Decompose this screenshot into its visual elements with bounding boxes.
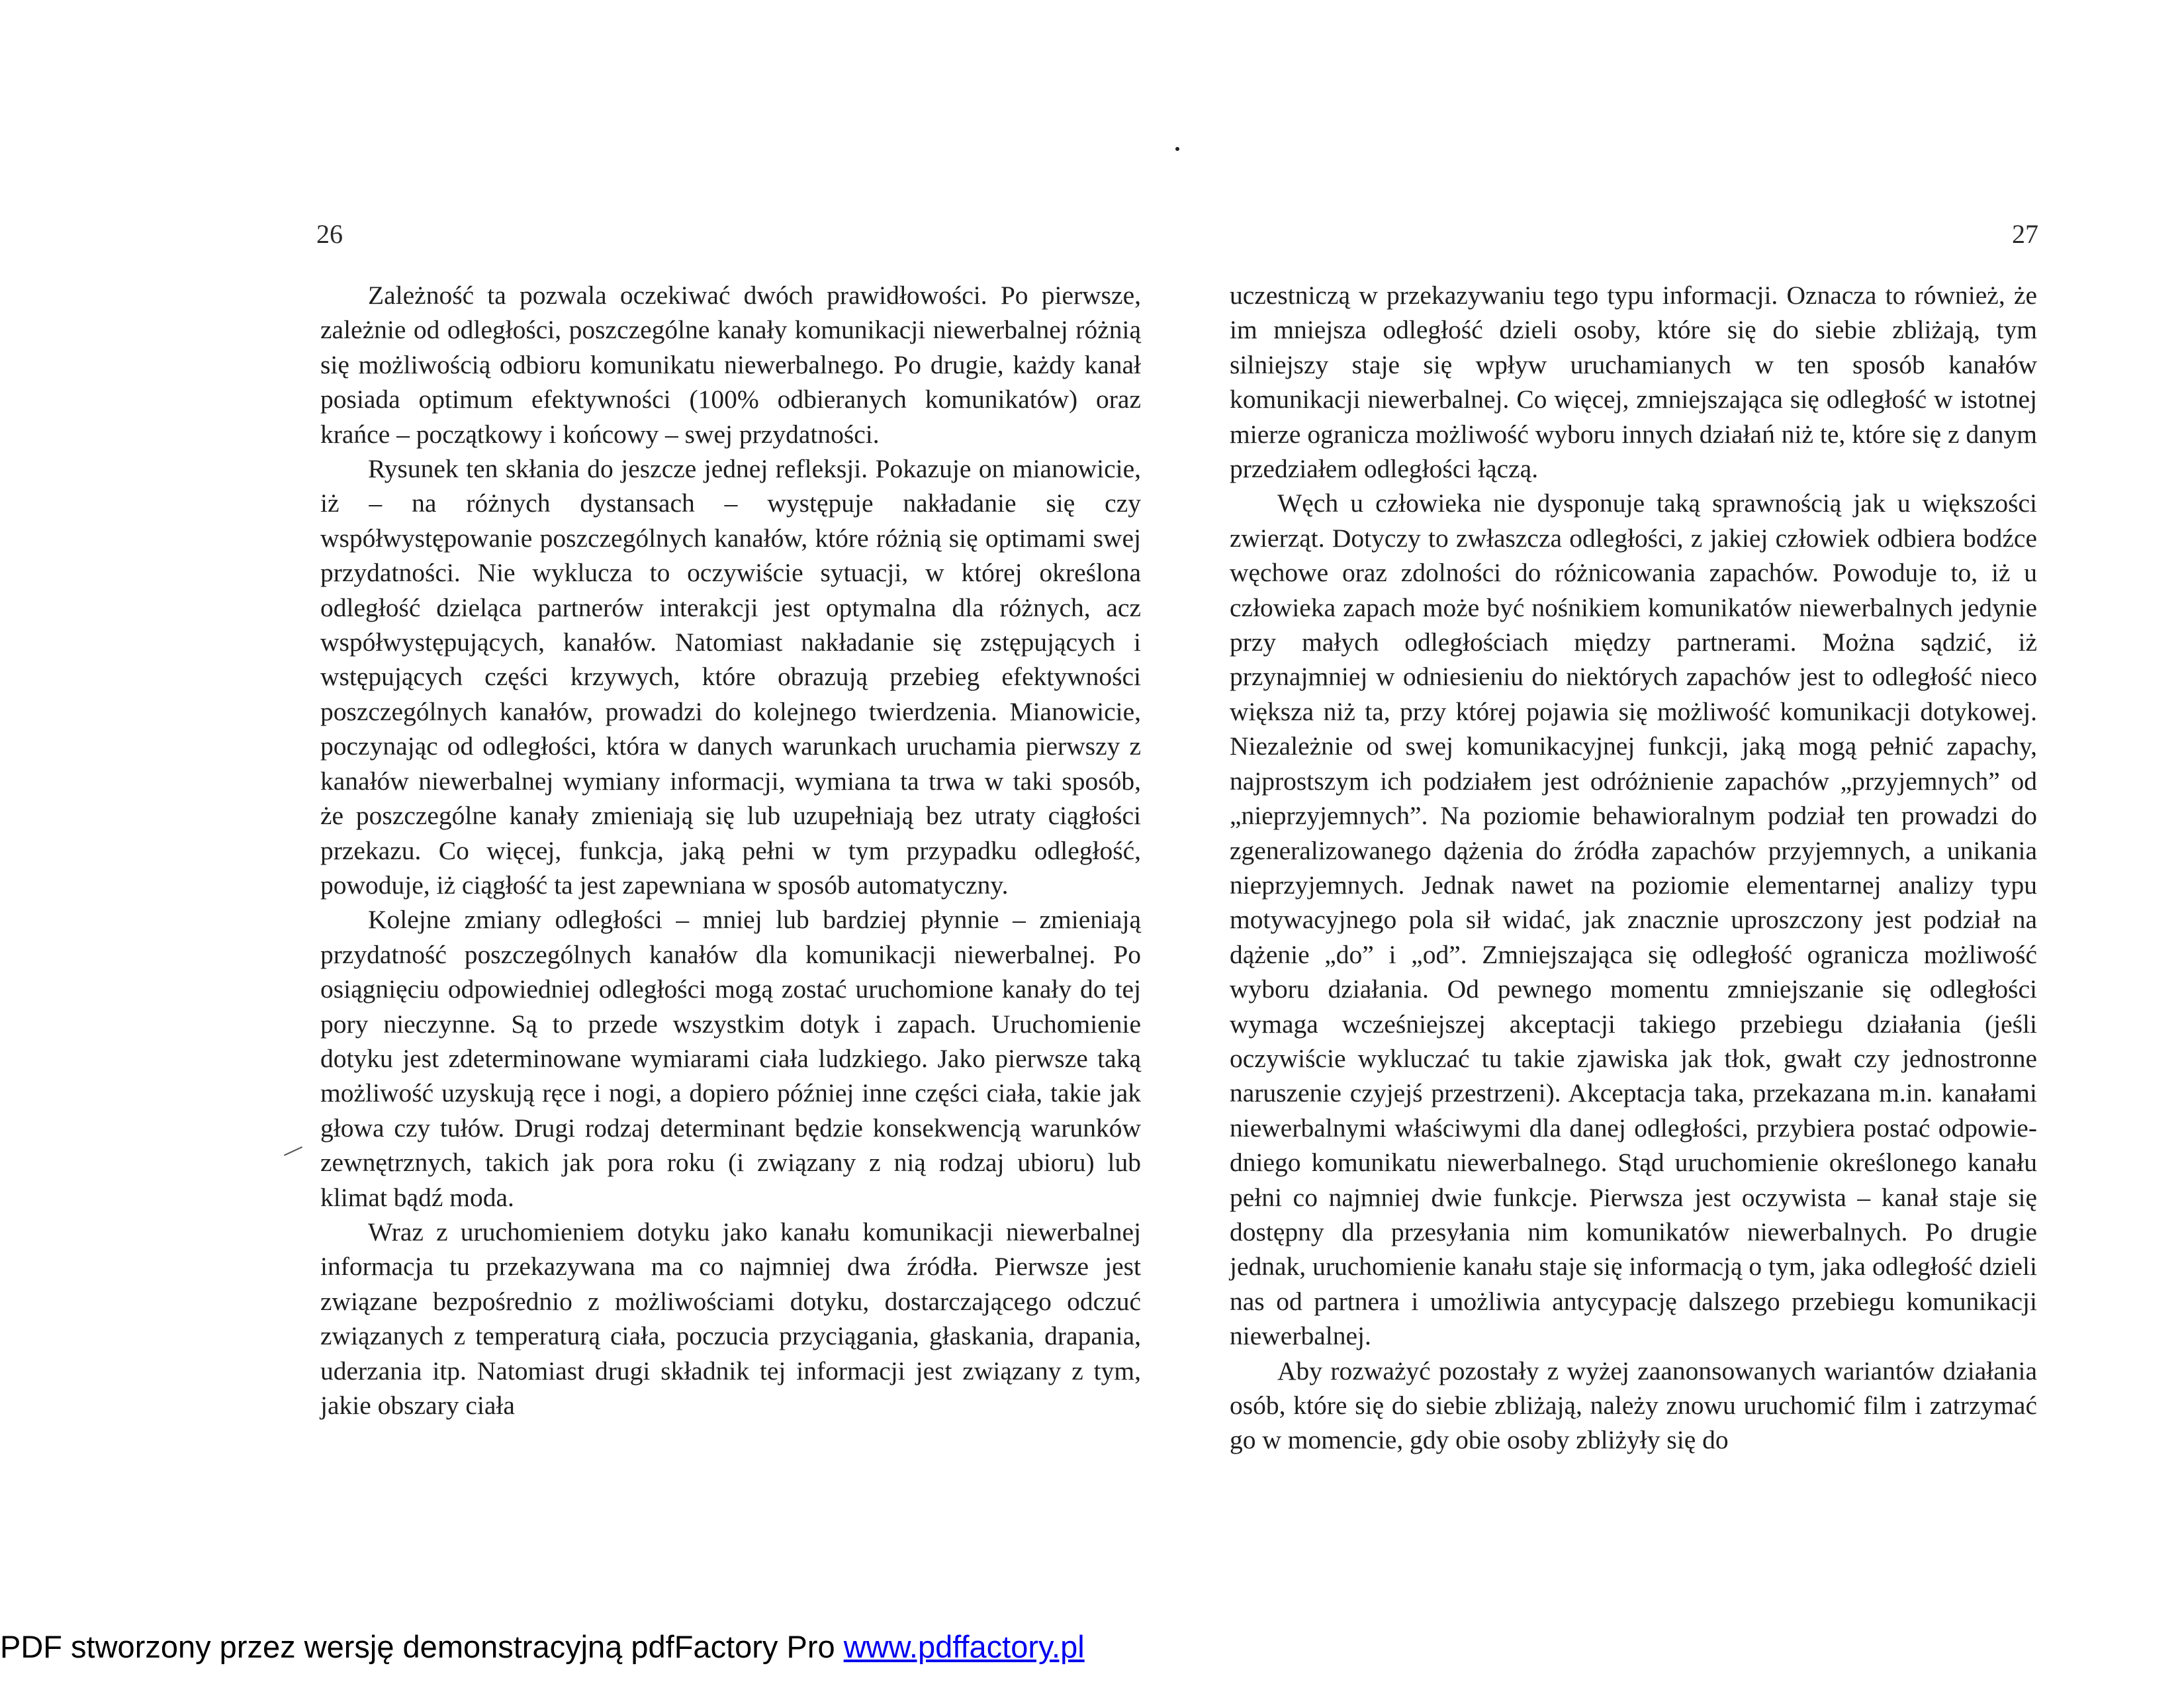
footer-text: PDF stworzony przez wersję demonstracyjną pdfFactory Pro: [0, 1629, 835, 1664]
pdf-watermark-footer: [0, 1628, 1085, 1665]
page-number-right: 27: [2012, 219, 2038, 249]
pdffactory-link[interactable]: www.pdffactory.pl: [843, 1629, 1085, 1664]
scan-speck: [1175, 147, 1179, 151]
paragraph: Wraz z uruchomieniem dotyku jako kanału komunikacji niewerbalnej informacja tu przekazywana ma co najmniej dwa źródła. Pierwsze jest związane bezpośrednio z możliwościami dotyku, dostarczającego odczuć związanych z temperaturą ciała, poczucia przyciągania, głaskania, drapania, uderzania itp. Natomiast drugi składnik tej informacji jest związany z tym, jakie obszary ciała: [320, 1217, 1141, 1420]
right-page-text: [1230, 278, 2037, 1458]
paragraph: uczestniczą w przekazywaniu tego typu informacji. Oznacza to również, że im mniejsza odległość dzieli osoby, które się do siebie zbliżają, tym silniejszy staje się wpływ uruchamianych w ten sposób kanałów komunikacji niewerbalnej. Co więcej, zmniejszająca się odległość w istotnej mierze ogranicza możliwość wyboru innych działań niż te, które się z danym przedziałem odległości łączą.: [1230, 281, 2037, 484]
paragraph: Aby rozważyć pozostały z wyżej zaanonsowanych wariantów działania osób, które się do siebie zbliżają, należy znowu uruchomić film i zatrzymać go w momencie, gdy obie osoby zbliżyły się do: [1230, 1356, 2037, 1455]
paragraph: Zależność ta pozwala oczekiwać dwóch prawidłowości. Po pierwsze, zależnie od odległości, poszczególne kanały komunikacji niewerbalnej różnią się możliwością odbioru komunikatu niewerbalnego. Po drugie, każdy kanał posiada optimum efektywności (100% odbieranych komunikatów) oraz krańce – początkowy i końcowy – swej przydatności.: [320, 281, 1141, 449]
margin-pencil-mark: [284, 1147, 302, 1156]
paragraph: Kolejne zmiany odległości – mniej lub bardziej płynnie – zmieniają przydatność poszczególnych kanałów dla komunikacji niewerbalnej. Po osiągnięciu odpowiedniej odległości mogą zostać uruchomione kanały do tej pory nieczynne. Są to przede wszystkim dotyk i zapach. Uruchomienie dotyku jest zdeterminowane wymiarami ciała ludzkiego. Jako pierwsze taką możliwość uzyskują ręce i nogi, a dopiero później inne części ciała, takie jak głowa czy tułów. Drugi rodzaj determinant będzie konsekwencją warunków zewnętrznych, takich jak pora roku (i związany z nią rodzaj ubioru) lub klimat bądź moda.: [320, 905, 1141, 1212]
paragraph: Węch u człowieka nie dysponuje taką sprawnością jak u większości zwierząt. Dotyczy to zwłaszcza odległości, z jakiej człowiek odbiera bodźce węchowe oraz zdolności do różnicowania zapachów. Powoduje to, iż u człowieka zapach może być nośnikiem komunikatów niewerbalnych jedynie przy małych odległościach między partnerami. Można sądzić, iż przynajmniej w odniesieniu do niektórych zapachów jest to odległość nieco większa niż ta, przy której pojawia się możliwość komunikacji dotykowej. Niezależnie od swej komunikacyjnej funkcji, jaką mogą pełnić zapachy, najprostszym ich podziałem jest odróżnienie zapachów „przyjemnych” od „nieprzyjemnych”. Na poziomie behawioralnym podział ten prowadzi do zgeneralizowanego dążenia do źródła zapachów przyjemnych, a unikania nieprzyjemnych. Jednak nawet na poziomie elementarnej analizy typu motywacyjnego pola sił widać, jak znacznie uproszczony jest podział na dążenie „do” i „od”. Zmniejszająca się odległość ogranicza możliwość wyboru działania. Od pewnego momentu zmniejszanie się odległości wymaga wcześniejszej akceptacji takiego przebiegu działania (jeśli oczywiście wykluczać tu takie zjawiska jak tłok, gwałt czy jednostronne naruszenie czyjejś przestrzeni). Akceptacja taka, przekazana m.in. kanałami niewerbalnymi właściwymi dla danej odległości, przybiera postać odpowiedniego komunikatu niewerbalnego. Stąd uruchomienie określonego kanału pełni co najmniej dwie funkcje. Pierwsza jest oczywista – kanał staje się dostępny dla przesyłania nim komunikatów niewerbalnych. Po drugie jednak, uruchomienie kanału staje się informacją o tym, jaka odległość dzieli nas od partnera i umożliwia antycypację dalszego przebiegu komunikacji niewerbalnej.: [1230, 489, 2037, 1351]
page-number-left: 26: [316, 219, 343, 249]
left-page-text: [320, 278, 1141, 1423]
paragraph: Rysunek ten skłania do jeszcze jednej refleksji. Pokazuje on mianowicie, iż – na różnych dystansach – występuje nakładanie się czy współwystępowanie poszczególnych kanałów, które różnią się optimami swej przydatności. Nie wyklucza to oczywiście sytuacji, w której określona odległość dzieląca partnerów interakcji jest optymalna dla różnych, acz współwystępujących, kanałów. Natomiast nakładanie się zstępujących i wstępujących części krzywych, które obrazują przebieg efektywności poszczególnych kanałów, prowadzi do kolejnego twierdzenia. Mianowicie, poczynając od odległości, która w danych warunkach uruchamia pierwszy z kanałów niewerbalnej wymiany informacji, wymiana ta trwa w taki sposób, że poszczególne kanały zmieniają się lub uzupełniają bez utraty ciągłości przekazu. Co więcej, funkcja, jaką pełni w tym przypadku odległość, powoduje, iż ciągłość ta jest zapewniana w sposób automatyczny.: [320, 454, 1141, 900]
